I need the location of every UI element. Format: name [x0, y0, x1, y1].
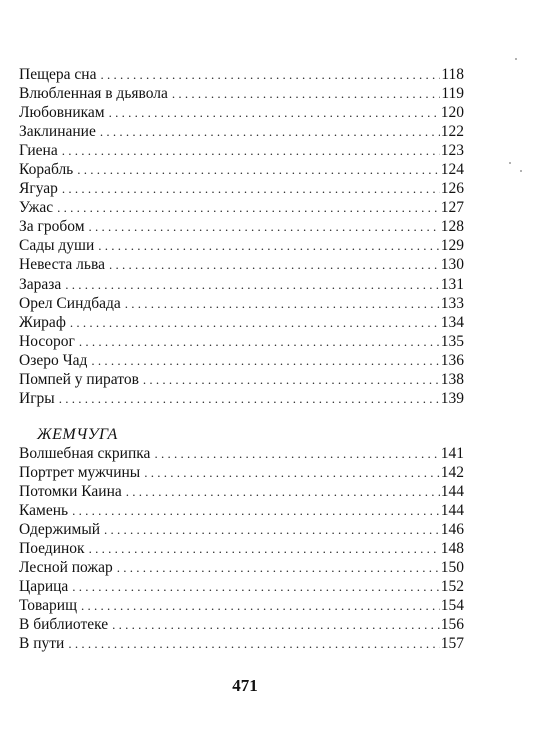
toc-entry-page: 129 [440, 237, 464, 255]
toc-entry-page: 128 [440, 218, 464, 236]
toc-entry-page: 142 [440, 463, 464, 481]
toc-entry-page: 139 [440, 389, 464, 407]
toc-entry [19, 255, 464, 274]
toc-entry-page: 138 [440, 370, 464, 388]
toc-entry-page: 144 [440, 482, 464, 500]
toc-entry [19, 65, 464, 84]
toc-dot-leader [68, 634, 439, 653]
toc-dot-leader [126, 482, 440, 501]
toc-entry-title: Зараза [19, 275, 62, 293]
toc-entry-page: 131 [440, 275, 464, 293]
toc-entry-page: 133 [440, 294, 464, 312]
toc-entry [19, 596, 464, 615]
toc-dot-leader [89, 539, 440, 558]
toc-dot-leader [117, 558, 440, 577]
toc-dot-leader [89, 217, 440, 236]
toc-entry [19, 217, 464, 236]
toc-entry-title: Помпей у пиратов [19, 370, 139, 388]
page-number: 471 [232, 676, 258, 695]
toc-entry [19, 160, 464, 179]
toc-entry-title: За гробом [19, 218, 85, 236]
toc-entry-page: 124 [440, 161, 464, 179]
toc-dot-leader [172, 84, 440, 103]
toc-entry-page: 127 [440, 199, 464, 217]
toc-entry-title: Поединок [19, 540, 85, 558]
toc-entry [19, 501, 464, 520]
toc-entry [19, 482, 464, 501]
toc-dot-leader [62, 141, 440, 160]
toc-entry-title: Лесной пожар [19, 559, 113, 577]
toc-dot-leader [98, 236, 439, 255]
toc-dot-leader [154, 444, 439, 463]
toc-dot-leader [59, 389, 440, 408]
toc-entry [19, 539, 464, 558]
toc-dot-leader [104, 520, 440, 539]
toc-entry-title: Одержимый [19, 521, 101, 539]
toc-entry-title: Носорог [19, 332, 75, 350]
toc-entry-title: Волшебная скрипка [19, 444, 151, 462]
toc-entry-title: Сады души [19, 237, 95, 255]
toc-entry-title: Корабль [19, 161, 74, 179]
toc-entry-page: 157 [440, 635, 464, 653]
toc-entry-page: 152 [440, 578, 464, 596]
toc-dot-leader [65, 275, 439, 294]
toc-dot-leader [77, 160, 440, 179]
toc-dot-leader [100, 65, 440, 84]
toc-entry [19, 520, 464, 539]
toc-entry [19, 84, 464, 103]
toc-entry [19, 294, 464, 313]
toc-entry [19, 179, 464, 198]
toc-entry-page: 126 [440, 180, 464, 198]
toc-entry [19, 634, 464, 653]
table-of-contents [19, 65, 464, 653]
toc-entry [19, 389, 464, 408]
toc-entry-title: Гиена [19, 142, 58, 160]
toc-dot-leader [100, 122, 440, 141]
toc-entry-title: Любовникам [19, 104, 105, 122]
toc-dot-leader [72, 501, 440, 520]
toc-entry-page: 130 [440, 256, 464, 274]
toc-entry [19, 275, 464, 294]
toc-entry-title: Камень [19, 501, 69, 519]
toc-entry-page: 118 [441, 66, 464, 83]
toc-dot-leader [91, 351, 439, 370]
toc-dot-leader [57, 198, 440, 217]
toc-entry [19, 370, 464, 389]
toc-dot-leader [144, 463, 440, 482]
toc-dot-leader [109, 255, 440, 274]
toc-entry [19, 141, 464, 160]
toc-entry-page: 134 [440, 313, 464, 331]
toc-entry-page: 156 [440, 616, 464, 634]
toc-entry [19, 122, 464, 141]
toc-entry-title: Игры [19, 389, 55, 407]
toc-entry-title: Потомки Каина [19, 482, 122, 500]
toc-entry-page: 144 [440, 501, 464, 519]
toc-entry [19, 577, 464, 596]
toc-entry-title: Орел Синдбада [19, 294, 121, 312]
toc-entry [19, 332, 464, 351]
toc-entry [19, 103, 464, 122]
scan-speck [520, 170, 522, 172]
toc-entry-page: 119 [441, 85, 464, 103]
toc-entry-page: 136 [440, 351, 464, 369]
toc-dot-leader [72, 577, 439, 596]
toc-entry-page: 148 [440, 540, 464, 558]
toc-entry [19, 615, 464, 634]
toc-section-2-list [19, 444, 464, 654]
toc-entry [19, 313, 464, 332]
section-heading: ЖЕМЧУГА [37, 425, 118, 443]
toc-entry-title: Ужас [19, 199, 54, 217]
toc-entry-page: 135 [440, 332, 464, 350]
toc-entry [19, 236, 464, 255]
toc-entry-title: Невеста льва [19, 256, 105, 274]
toc-entry [19, 198, 464, 217]
toc-entry-title: В пути [19, 635, 65, 653]
toc-entry [19, 444, 464, 463]
toc-entry-title: Жираф [19, 313, 66, 331]
toc-entry-page: 146 [440, 521, 464, 539]
toc-entry-page: 123 [440, 142, 464, 160]
scan-speck [509, 162, 511, 164]
toc-entry [19, 351, 464, 370]
toc-entry-title: Пещера сна [19, 66, 97, 83]
toc-dot-leader [112, 615, 440, 634]
toc-entry-title: Портрет мужчины [19, 463, 141, 481]
toc-entry-title: Заклинание [19, 123, 96, 141]
toc-dot-leader [81, 596, 440, 615]
toc-entry-page: 150 [440, 559, 464, 577]
toc-entry-title: Ягуар [19, 180, 58, 198]
toc-dot-leader [125, 294, 440, 313]
toc-entry [19, 463, 464, 482]
toc-entry-title: Влюбленная в дьявола [19, 85, 168, 103]
toc-entry-title: Царица [19, 578, 69, 596]
toc-entry-page: 154 [440, 597, 464, 615]
toc-dot-leader [62, 179, 440, 198]
toc-dot-leader [143, 370, 440, 389]
toc-entry-page: 122 [440, 123, 464, 141]
scan-speck [515, 58, 517, 60]
toc-entry-title: Товарищ [19, 597, 78, 615]
toc-entry-title: В библиотеке [19, 616, 109, 634]
toc-dot-leader [79, 332, 440, 351]
toc-dot-leader [109, 103, 440, 122]
toc-section-1-list [19, 65, 464, 408]
toc-entry-page: 141 [440, 444, 464, 462]
toc-dot-leader [70, 313, 440, 332]
toc-entry [19, 558, 464, 577]
toc-entry-page: 120 [440, 104, 464, 122]
toc-entry-title: Озеро Чад [19, 351, 88, 369]
